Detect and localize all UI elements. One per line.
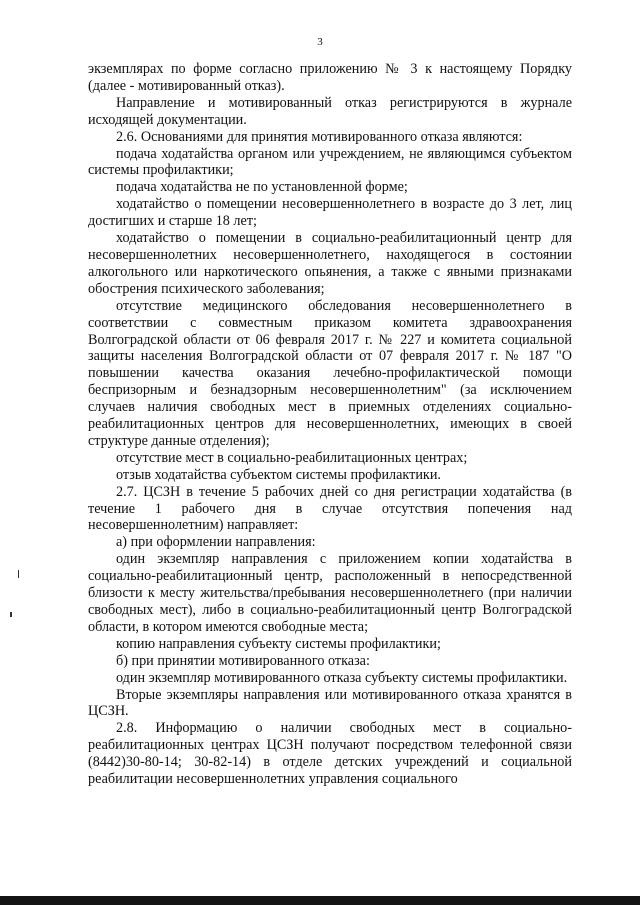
page-number: 3 [317,36,323,48]
scan-edge-band [0,896,640,905]
paragraph: ходатайство о помещении несовершеннолетнего в возрасте до 3 лет, лиц достигших и старше 18 лет; [88,196,572,230]
paragraph: один экземпляр направления с приложением копии ходатайства в социально-реабилитационный центр, расположенный в непосредственной близости к месту жительства/пребывания несовершеннолетнего (при наличии свободных мест), либо в социально-реабилитационный центр Волгоградской области, в котором имеются свободные места; [88,551,572,635]
paragraph: Вторые экземпляры направления или мотивированного отказа хранятся в ЦСЗН. [88,686,572,720]
paragraph: б) при принятии мотивированного отказа: [116,652,370,669]
scan-mark [18,570,19,578]
paragraph: один экземпляр мотивированного отказа субъекту системы профилактики. [116,669,568,686]
paragraph: Направление и мотивированный отказ регистрируются в журнале исходящей документации. [88,94,572,128]
paragraph: а) при оформлении направления: [116,534,316,551]
document-body [88,61,572,788]
paragraph: экземплярах по форме согласно приложению № 3 к настоящему Порядку (далее - мотивированный отказ). [88,61,572,94]
paragraph: 2.8. Информацию о наличии свободных мест в социально-реабилитационных центрах ЦСЗН получают посредством телефонной связи (8442)30-80-14; 30-82-14) в отделе детских учреждений и социальной реабилитации несовершеннолетних управления социального [88,720,572,788]
paragraph: отзыв ходатайства субъектом системы профилактики. [116,466,441,483]
paragraph: копию направления субъекту системы профилактики; [116,635,441,652]
paragraph: ходатайство о помещении в социально-реабилитационный центр для несовершеннолетних несовершеннолетнего, находящегося в состоянии алкогольного или наркотического опьянения, а также с явными признаками обострения психического заболевания; [88,230,572,297]
paragraph: 2.7. ЦСЗН в течение 5 рабочих дней со дня регистрации ходатайства (в течение 1 рабочего дня в случае отсутствия попечения над несовершеннолетним) направляет: [88,483,572,534]
paragraph: подача ходатайства не по установленной форме; [116,179,408,196]
paragraph: отсутствие медицинского обследования несовершеннолетнего в соответствии с совместным приказом комитета здравоохранения Волгоградской области от 06 февраля 2017 г. № 227 и комитета социальной защиты населения Волгоградской области от 07 февраля 2017 г. № 187 "О повышении качества оказания лечебно-профилактической помощи беспризорным и безнадзорным несовершеннолетним" (за исключением случаев наличия свободных мест в приемных отделениях социально-реабилитационных центров для несовершеннолетних, имеющих в своей структуре данные отделения); [88,297,572,449]
paragraph: отсутствие мест в социально-реабилитационных центрах; [116,449,468,466]
paragraph: 2.6. Основаниями для принятия мотивированного отказа являются: [116,128,523,145]
scan-mark [10,612,12,617]
paragraph: подача ходатайства органом или учреждением, не являющимся субъектом системы профилактики; [88,145,572,179]
